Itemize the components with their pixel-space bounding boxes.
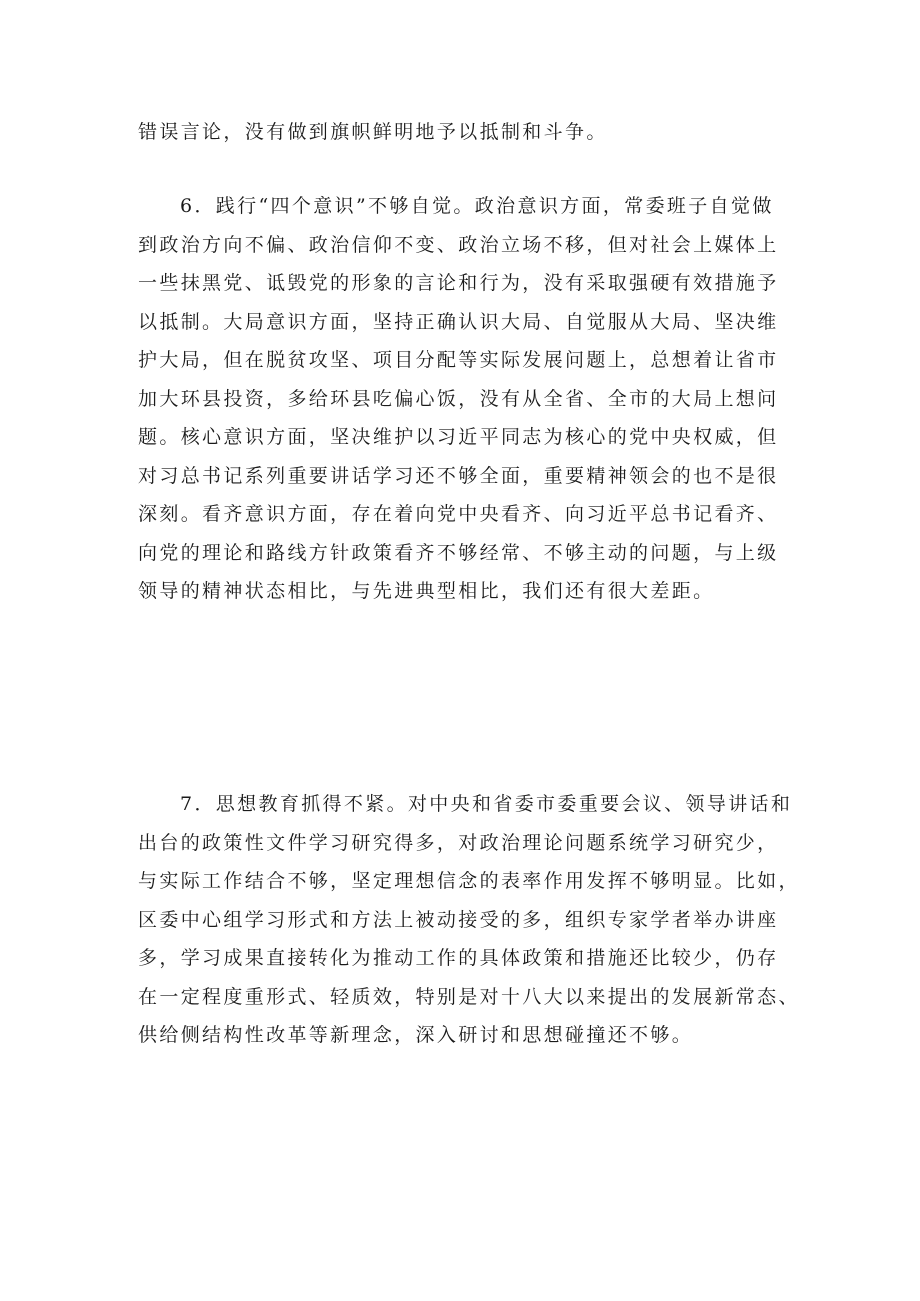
text-line: 7．思想教育抓得不紧。对中央和省委市委重要会议、领导讲话和: [180, 793, 793, 815]
text-line: 多，学习成果直接转化为推动工作的具体政策和措施还比较少，仍存: [138, 947, 779, 969]
paragraph-6: [138, 187, 818, 611]
text-line: 领导的精神状态相比，与先进典型相比，我们还有很大差距。: [138, 580, 715, 602]
text-line: 护大局，但在脱贫攻坚、项目分配等实际发展问题上，总想着让省市: [138, 349, 779, 371]
text-line: 在一定程度重形式、轻质效，特别是对十八大以来提出的发展新常态、: [138, 985, 800, 1008]
text-line: 深刻。看齐意识方面，存在着向党中央看齐、向习近平总书记看齐、: [138, 503, 779, 525]
text-line: 供给侧结构性改革等新理念，深入研讨和思想碰撞还不够。: [138, 1024, 694, 1046]
text-line: 以抵制。大局意识方面，坚持正确认识大局、自觉服从大局、坚决维: [138, 310, 779, 333]
text-line: 错误言论，没有做到旗帜鲜明地予以抵制和斗争。: [138, 121, 608, 143]
text-line: 到政治方向不偏、政治信仰不变、政治立场不移，但对社会上媒体上: [138, 233, 779, 256]
text-line: 区委中心组学习形式和方法上被动接受的多，组织专家学者举办讲座: [138, 908, 779, 931]
text-line: 6．践行“四个意识”不够自觉。政治意识方面，常委班子自觉做: [180, 195, 774, 217]
text-line: 一些抹黑党、诋毁党的形象的言论和行为，没有采取强硬有效措施予: [138, 272, 779, 294]
text-line: 向党的理论和路线方针政策看齐不够经常、不够主动的问题，与上级: [138, 541, 779, 564]
text-line: 题。核心意识方面，坚决维护以习近平同志为核心的党中央权威，但: [138, 426, 779, 448]
paragraph-7: [138, 785, 818, 1055]
text-line: 与实际工作结合不够，坚定理想信念的表率作用发挥不够明显。比如，: [138, 870, 800, 892]
paragraph-continuation: [138, 113, 818, 152]
text-line: 对习总书记系列重要讲话学习还不够全面，重要精神领会的也不是很: [138, 464, 779, 487]
text-line: 出台的政策性文件学习研究得多，对政治理论问题系统学习研究少，: [138, 831, 779, 854]
text-line: 加大环县投资，多给环县吃偏心饭，没有从全省、全市的大局上想问: [138, 387, 779, 410]
